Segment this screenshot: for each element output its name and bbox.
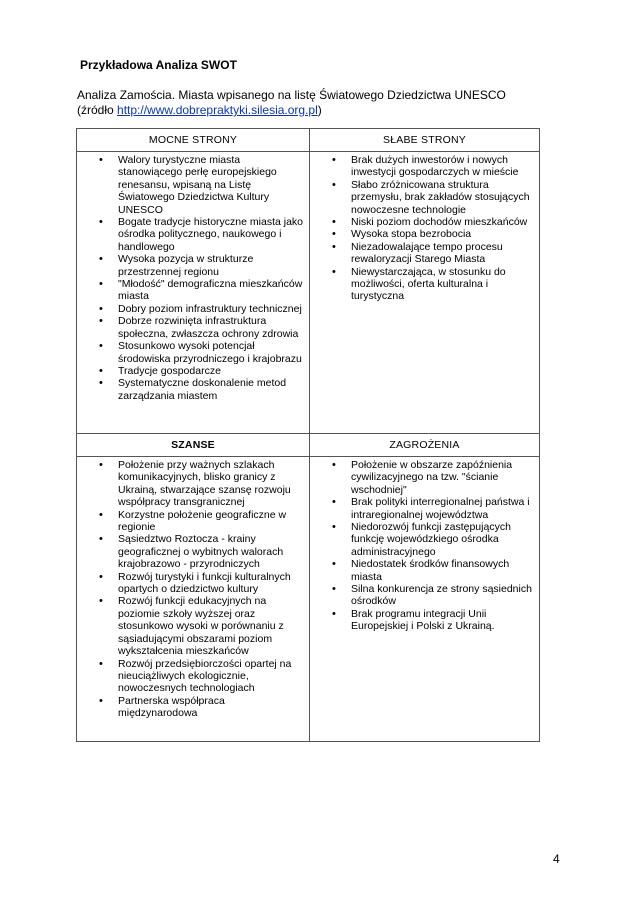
list-item: • Walory turystyczne miasta stanowiącego perłę europejskiego renesansu, wpisaną na Listę Światowego Dziedzictwa Kultury UNESCO	[77, 154, 307, 216]
intro-source-line	[77, 103, 506, 118]
opportunities-header: SZANSE	[77, 434, 310, 457]
list-item: • Sąsiedztwo Roztocza - krainy geograficznej o wybitnych walorach krajobrazowo - przyrodniczych	[77, 533, 307, 570]
document-title: Przykładowa Analiza SWOT	[80, 58, 237, 72]
list-item: • Niezadowalające tempo procesu rewaloryzacji Starego Miasta	[310, 241, 537, 266]
opportunities-cell	[77, 457, 310, 742]
weaknesses-header: SŁABE STRONY	[310, 129, 540, 152]
list-item: • Rozwój przedsiębiorczości opartej na nieuciążliwych ekologicznie, nowoczesnych technologiach	[77, 658, 307, 695]
list-item: • Wysoka stopa bezrobocia	[310, 228, 537, 240]
swot-content-row-bottom	[77, 457, 540, 742]
threats-header: ZAGROŻENIA	[310, 434, 540, 457]
strengths-list	[77, 152, 309, 404]
list-item: • Rozwój funkcji edukacyjnych na poziomie szkoły wyższej oraz stosunkowo wysoki w porównaniu z sąsiadującymi obszarami poziom wykształcenia mieszkańców	[77, 595, 307, 657]
threats-list	[310, 457, 539, 635]
list-item: • Niedorozwój funkcji zastępujących funkcję wojewódzkiego ośrodka administracyjnego	[310, 521, 537, 558]
list-item: • Dobry poziom infrastruktury technicznej	[77, 303, 307, 315]
list-item: • "Młodość" demograficzna mieszkańców miasta	[77, 278, 307, 303]
list-item: • Słabo zróżnicowana struktura przemysłu, brak zakładów stosujących nowoczesne technologie	[310, 179, 537, 216]
list-item: • Brak polityki interregionalnej państwa i intraregionalnej województwa	[310, 496, 537, 521]
list-item: • Korzystne położenie geograficzne w regionie	[77, 509, 307, 534]
swot-content-row-top	[77, 152, 540, 434]
list-item: • Partnerska współpraca międzynarodowa	[77, 695, 307, 720]
opportunities-list	[77, 457, 309, 722]
list-item: • Brak programu integracji Unii Europejskiej i Polski z Ukrainą.	[310, 608, 537, 633]
list-item: • Tradycje gospodarcze	[77, 365, 307, 377]
list-item: • Dobrze rozwinięta infrastruktura społeczna, zwłaszcza ochrony zdrowia	[77, 315, 307, 340]
weaknesses-cell	[310, 152, 540, 434]
list-item: • Wysoka pozycja w strukturze przestrzennej regionu	[77, 253, 307, 278]
intro-line: Analiza Zamościa. Miasta wpisanego na listę Światowego Dziedzictwa UNESCO	[77, 88, 506, 102]
source-prefix: (źródło	[77, 103, 118, 117]
weaknesses-list	[310, 152, 539, 305]
swot-header-row-top	[77, 129, 540, 152]
intro-text	[77, 88, 506, 118]
list-item: • Bogate tradycje historyczne miasta jako ośrodka politycznego, naukowego i handlowego	[77, 216, 307, 253]
threats-cell	[310, 457, 540, 742]
list-item: • Położenie w obszarze zapóźnienia cywilizacyjnego na tzw. "ścianie wschodniej"	[310, 459, 537, 496]
list-item: • Niewystarczająca, w stosunku do możliwości, oferta kulturalna i turystyczna	[310, 266, 537, 303]
list-item: • Stosunkowo wysoki potencjał środowiska przyrodniczego i krajobrazu	[77, 340, 307, 365]
list-item: • Systematyczne doskonalenie metod zarządzania miastem	[77, 377, 307, 402]
source-link[interactable]: http://www.dobrepraktyki.silesia.org.pl	[117, 103, 318, 117]
list-item: • Niski poziom dochodów mieszkańców	[310, 216, 537, 228]
swot-header-row-bottom	[77, 434, 540, 457]
strengths-cell	[77, 152, 310, 434]
source-suffix: )	[317, 103, 322, 117]
list-item: • Brak dużych inwestorów i nowych inwestycji gospodarczych w mieście	[310, 154, 537, 179]
list-item: • Silna konkurencja ze strony sąsiednich ośrodków	[310, 583, 537, 608]
strengths-header: MOCNE STRONY	[77, 129, 310, 152]
list-item: • Niedostatek środków finansowych miasta	[310, 558, 537, 583]
list-item: • Rozwój turystyki i funkcji kulturalnych opartych o dziedzictwo kultury	[77, 571, 307, 596]
page-number: 4	[553, 852, 560, 866]
list-item: • Położenie przy ważnych szlakach komunikacyjnych, blisko granicy z Ukrainą, stwarzające szansę rozwoju współpracy transgranicznej	[77, 459, 307, 509]
swot-table	[76, 128, 540, 742]
